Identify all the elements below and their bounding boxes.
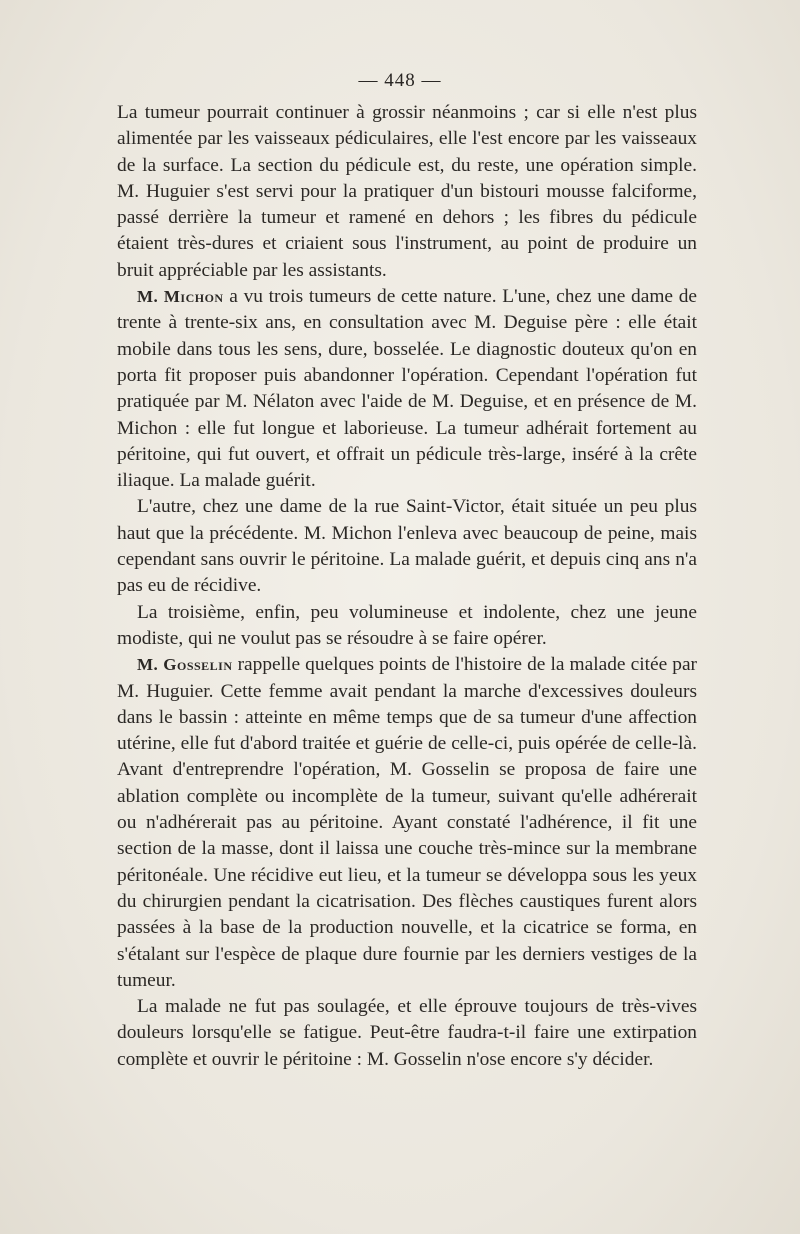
paragraph-3: [117, 494, 697, 599]
paragraph-2: [117, 284, 697, 494]
speaker-name-michon: M. Michon: [137, 287, 224, 307]
body-text: [117, 100, 697, 1073]
paragraph-4: [117, 600, 697, 653]
speaker-name-gosselin: M. Gosselin: [137, 655, 233, 675]
page-number: — 448 —: [358, 70, 442, 91]
paragraph-1-text: La tumeur pourrait continuer à grossir néanmoins ; car si elle n'est plus alimentée par les vaisseaux pédiculaires, elle l'est encore par les vaisseaux de la surface. La section du pédicule est, du reste, une opération simple. M. Huguier s'est servi pour la pratiquer d'un bistouri mousse falciforme, passé derrière la tumeur et ramené en dehors ; les fibres du pédicule étaient très-dures et criaient sous l'instrument, au point de produire un bruit appréciable par les assistants.: [117, 102, 697, 281]
paragraph-6-text: La malade ne fut pas soulagée, et elle éprouve toujours de très-vives douleurs lorsqu'elle se fatigue. Peut-être faudra-t-il faire une extirpation complète et ouvrir le péritoine : M. Gosselin n'ose encore s'y décider.: [117, 996, 697, 1070]
paragraph-5: [117, 652, 697, 994]
paragraph-5-text: rappelle quelques points de l'histoire de la malade citée par M. Huguier. Cette femme avait pendant la marche d'excessives douleurs dans le bassin : atteinte en même temps que de sa tumeur d'une affection utérine, elle fut d'abord traitée et guérie de celle-ci, puis opérée de celle-là. Avant d'entreprendre l'opération, M. Gosselin se proposa de faire une ablation complète ou incomplète de la tumeur, suivant qu'elle adhérerait ou n'adhérerait pas au péritoine. Ayant constaté l'adhérence, il fit une section de la masse, dont il laissa une couche très-mince sur la membrane péritonéale. Une récidive eut lieu, et la tumeur se développa sous les yeux du chirurgien pendant la cicatrisation. Des flèches caustiques furent alors passées à la base de la production nouvelle, et la cicatrice se forma, en s'étalant sur l'espèce de plaque dure fournie par les derniers vestiges de la tumeur.: [117, 654, 698, 991]
paragraph-1: [117, 100, 697, 284]
paragraph-3-text: L'autre, chez une dame de la rue Saint-Victor, était située un peu plus haut que la précédente. M. Michon l'enleva avec beaucoup de peine, mais cependant sans ouvrir le péritoine. La malade guérit, et depuis cinq ans n'a pas eu de récidive.: [117, 496, 697, 597]
paragraph-6: [117, 994, 697, 1073]
paragraph-2-text: a vu trois tumeurs de cette nature. L'une, chez une dame de trente à trente-six ans, en consultation avec M. Deguise père : elle était mobile dans tous les sens, dure, bosselée. Le diagnostic douteux qu'on en porta fit proposer puis abandonner l'opération. Cependant l'opération fut pratiquée par M. Nélaton avec l'aide de M. Deguise, et en présence de M. Michon : elle fut longue et laborieuse. La tumeur adhérait fortement au péritoine, qui fut ouvert, et offrait un pédicule très-large, inséré à la crête iliaque. La malade guérit.: [117, 286, 697, 492]
paragraph-4-text: La troisième, enfin, peu volumineuse et indolente, chez une jeune modiste, qui ne voulut pas se résoudre à se faire opérer.: [117, 601, 697, 649]
